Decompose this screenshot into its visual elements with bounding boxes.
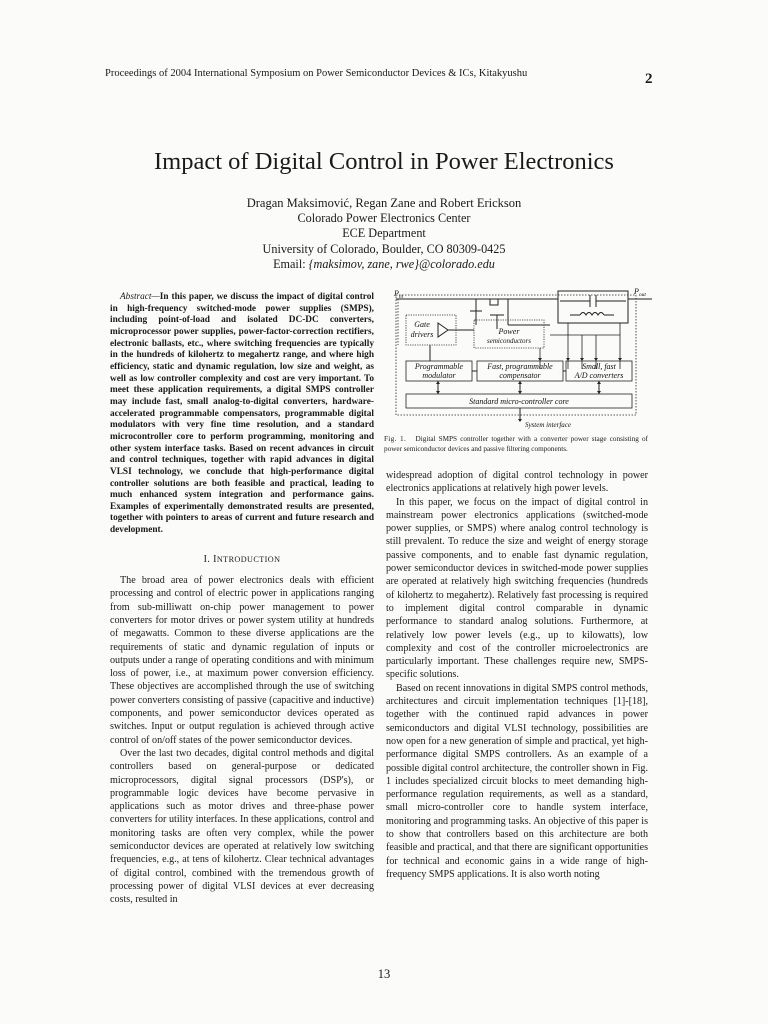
header-page-number: 2 (645, 71, 653, 87)
figure-caption-label: Fig. 1. (384, 435, 407, 443)
right-column (386, 469, 648, 881)
power-semis-label-1: Power (498, 327, 520, 336)
fast-comp-label-1: Fast, programmable (487, 362, 553, 371)
section-initial: I (213, 553, 217, 565)
email-line (0, 257, 768, 272)
system-interface-label: System interface (524, 421, 572, 429)
inductor-icon (580, 313, 604, 316)
paragraph: The broad area of power electronics deals with efficient processing and control of electric power in applications ranging from sub-milliwatt on-chip power management to power converters for motor drives or power system utility at hundreds of megawatts. Common to these diverse applications are the requirements of static and dynamic regulation of inputs or outputs under a range of operating conditions and with minimum loss of power, i.e., at maximum power conversion efficiency. These objectives are accomplished through the use of switching power converters consisting of passive (capacitive and inductive) components, and power semiconductor devices operated as switches. Input or output regulation is achieved through active control of on/off states of the power semiconductor devices. (110, 575, 374, 746)
email-address: {maksimov, zane, rwe}@colorado.edu (308, 256, 495, 271)
affiliation-department: ECE Department (342, 226, 426, 241)
svg-text:Pout (633, 287, 646, 298)
micro-core-label: Standard micro-controller core (469, 397, 569, 406)
section-numeral: I. (203, 553, 214, 565)
figure-1-diagram (390, 285, 658, 430)
email-label: Email: (273, 256, 309, 271)
switch-1-icon (470, 299, 482, 325)
gate-drivers-label-1: Gate (414, 320, 430, 329)
p-out-sub: out (638, 292, 646, 298)
paragraph: In this paper, we focus on the impact of digital control in mainstream power electronics applications (switched-mode power supplies, or SMPS) where analog control technology is still prevalent. To reduce the size and weight of energy storage passive components, and to enable fast dynamic regulation, power semiconductor devices in switched-mode power supplies are operated at relatively high switching frequencies (hundreds of kilohertz to megahertz). Relatively fast processing is required to implement digital control comparable in dynamic performance to standard analog solutions. Furthermore, at relatively low power levels (e.g., up to kilowatts), low complexity and cost of the controller microelectronics are particularly important. These challenges require new, SMPS-specific solutions. (386, 496, 648, 681)
paragraph: Over the last two decades, digital control methods and digital controllers based on general-purpose or dedicated microprocessors, digital signal processors (DSP's), or programmable logic devices have become pervasive in applications such as motor drives and three-phase power converters for utility interfaces. In these applications, control and monitoring tasks are often very complex, while the power semiconductor devices are operated at relatively low switching frequencies, e.g., at tens of kilohertz. Clear technical advantages of digital control, combined with the tremendous growth of processing power of digital VLSI devices at ever decreasing costs, resulted in (110, 747, 374, 906)
adc-label-2: A/D converters (574, 371, 624, 380)
figure-caption-text: Digital SMPS controller together with a converter power stage consisting of power semiconductor devices and passive filtering components. (384, 435, 648, 453)
power-semis-label-2: semiconductors (487, 337, 531, 345)
abstract-dash: — (151, 292, 160, 302)
affiliation-university: University of Colorado, Boulder, CO 80309-0425 (262, 241, 506, 256)
p-in-label: P (394, 289, 399, 298)
switch-2-icon (490, 299, 504, 329)
svg-text:Pin (393, 289, 403, 300)
left-column (110, 292, 374, 907)
affiliation-center: Colorado Power Electronics Center (297, 211, 471, 226)
prog-mod-label-1: Programmable (414, 362, 464, 371)
abstract (110, 292, 374, 537)
buffer-icon (438, 323, 448, 337)
adc-label-1: Small, fast (582, 362, 616, 371)
capacitor-icon (590, 295, 596, 307)
p-in-sub: in (398, 294, 404, 300)
p-out-label: P (634, 287, 639, 296)
prog-mod-label-2: modulator (422, 371, 456, 380)
section-heading-introduction (110, 553, 374, 566)
abstract-label: Abstract (120, 292, 152, 302)
figure-caption (384, 434, 648, 454)
author-block (0, 196, 768, 272)
fast-comp-label-2: compensator (499, 371, 541, 380)
paragraph: Based on recent innovations in digital SMPS control methods, architectures and circuit implementation techniques [1]-[18], together with the continued rapid advances in power semiconductors and digital VLSI technology, possibilities are now open for a new generation of simple and practical, yet high-performance digital SMPS controllers. As an example of a possible digital control architecture, the controller shown in Fig. 1 includes specialized circuit blocks to meet demanding high-performance regulation requirements, as well as a standard, small micro-controller core to handle system interface, monitoring and programming tasks. An objective of this paper is to show that controllers based on this architecture are both feasible and practical, and that there are significant opportunities for technical and economic gains in a wide range of high-frequency SMPS applications. It is also worth noting (386, 682, 648, 880)
proceedings-header: Proceedings of 2004 International Symposium on Power Semiconductor Devices & ICs, Kitakyushu (105, 68, 528, 79)
filter-box (558, 291, 628, 323)
author-names: Dragan Maksimović, Regan Zane and Robert Erickson (246, 196, 522, 210)
gate-drivers-label-2: drivers (410, 330, 434, 339)
paragraph: widespread adoption of digital control technology in power electronics applications at relatively high power levels. (386, 470, 648, 495)
footer-page-number: 13 (377, 967, 391, 981)
paper-title: Impact of Digital Control in Power Electronics (154, 148, 614, 175)
section-title-rest: NTRODUCTION (216, 554, 281, 564)
abstract-text: In this paper, we discuss the impact of digital control in high-frequency switched-mode power supplies (SMPS), including point-of-load and isolated DC-DC converters, microprocessor power supplies, power-factor-correction rectifiers, electronic ballasts, etc., where switching frequencies are typically in the hundreds of kilohertz to megahertz range, and where high efficiency, static and dynamic regulation, low size and weight, as well as low controller complexity and cost are very important. To meet these application requirements, a digital SMPS controller may include fast, small analog-to-digital converters, hardware-accelerated programmable compensators, programmable digital modulators with very fine time resolution, and a standard microcontroller core to perform programming, monitoring and other system interface tasks. Based on recent advances in circuit and control techniques, together with rapid advances in digital VLSI technology, we conclude that high-performance digital controller solutions are both feasible and practical, leading to much enhanced system integration and performance gains. Examples of experimentally demonstrated results are presented, together with pointers to areas of current and future research and development. (110, 292, 374, 536)
